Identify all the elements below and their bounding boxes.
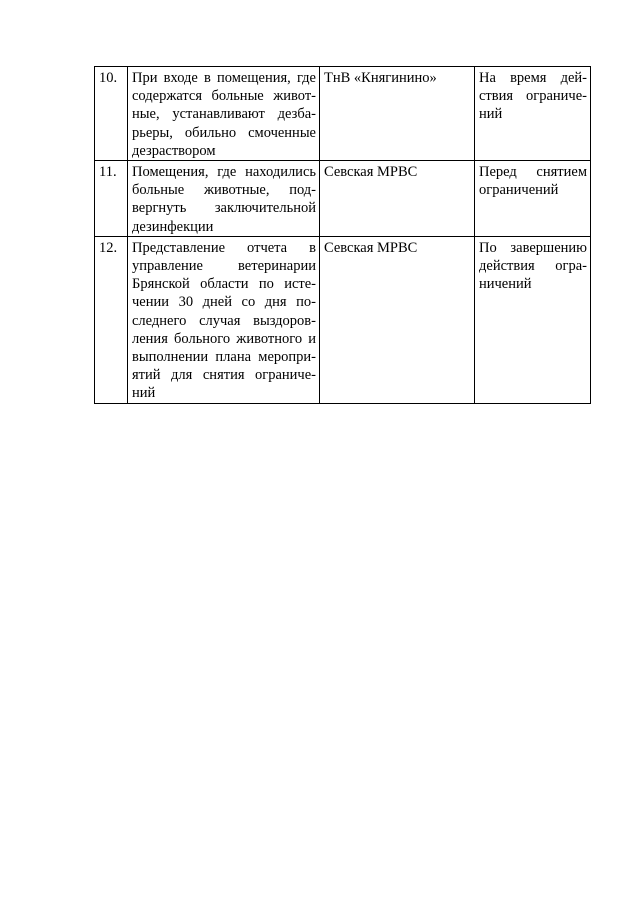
measure-line: дезраствором <box>132 142 216 159</box>
measure-line: следнего случая выздоров- <box>132 312 316 329</box>
measure-line: ные, устанавливают дезба- <box>132 106 316 123</box>
term-cell <box>475 67 591 161</box>
term-line: ограничений <box>479 182 559 199</box>
executor-cell <box>320 161 475 237</box>
measure-line: ятий для снятия ограниче- <box>132 367 316 384</box>
measure-line: управление ветеринарии <box>132 258 316 275</box>
term-cell <box>475 161 591 237</box>
measure-line: больные животные, под- <box>132 182 316 199</box>
row-number: 12. <box>99 239 118 256</box>
row-number-cell <box>95 236 128 403</box>
table-row <box>95 67 591 161</box>
executor-line: ТнВ «Княгинино» <box>324 70 437 86</box>
table-row <box>95 236 591 403</box>
measure-line: содержатся больные живот- <box>132 88 316 105</box>
row-number-cell <box>95 67 128 161</box>
measure-line: ний <box>132 385 156 402</box>
measure-cell <box>128 67 320 161</box>
measure-line: вергнуть заключительной <box>132 200 316 217</box>
measure-line: ления больного животного и <box>132 330 316 347</box>
measure-cell <box>128 161 320 237</box>
row-number-cell <box>95 161 128 237</box>
term-line: На время дей- <box>479 70 587 86</box>
measure-line: рьеры, обильно смоченные <box>132 124 316 141</box>
table-row <box>95 161 591 237</box>
executor-cell <box>320 236 475 403</box>
term-cell <box>475 236 591 403</box>
measure-line: Помещения, где находились <box>132 164 316 181</box>
term-line: ничений <box>479 276 532 293</box>
executor-cell <box>320 67 475 161</box>
term-line: По завершению <box>479 239 587 256</box>
term-line: ствия ограниче- <box>479 88 587 105</box>
measures-table <box>94 66 591 404</box>
executor-line: Севская МРВС <box>324 164 418 181</box>
measure-line: чении 30 дней со дня по- <box>132 294 316 311</box>
measure-line: При входе в помещения, где <box>132 70 316 86</box>
row-number: 10. <box>99 70 118 86</box>
measure-line: дезинфекции <box>132 218 214 235</box>
term-line: Перед снятием <box>479 164 587 181</box>
measure-line: Брянской области по исте- <box>132 276 316 293</box>
row-number: 11. <box>99 164 117 181</box>
measure-cell <box>128 236 320 403</box>
term-line: действия огра- <box>479 258 587 275</box>
term-line: ний <box>479 106 503 123</box>
measure-line: Представление отчета в <box>132 239 316 256</box>
measure-line: выполнении плана меропри- <box>132 349 316 366</box>
executor-line: Севская МРВС <box>324 239 418 256</box>
